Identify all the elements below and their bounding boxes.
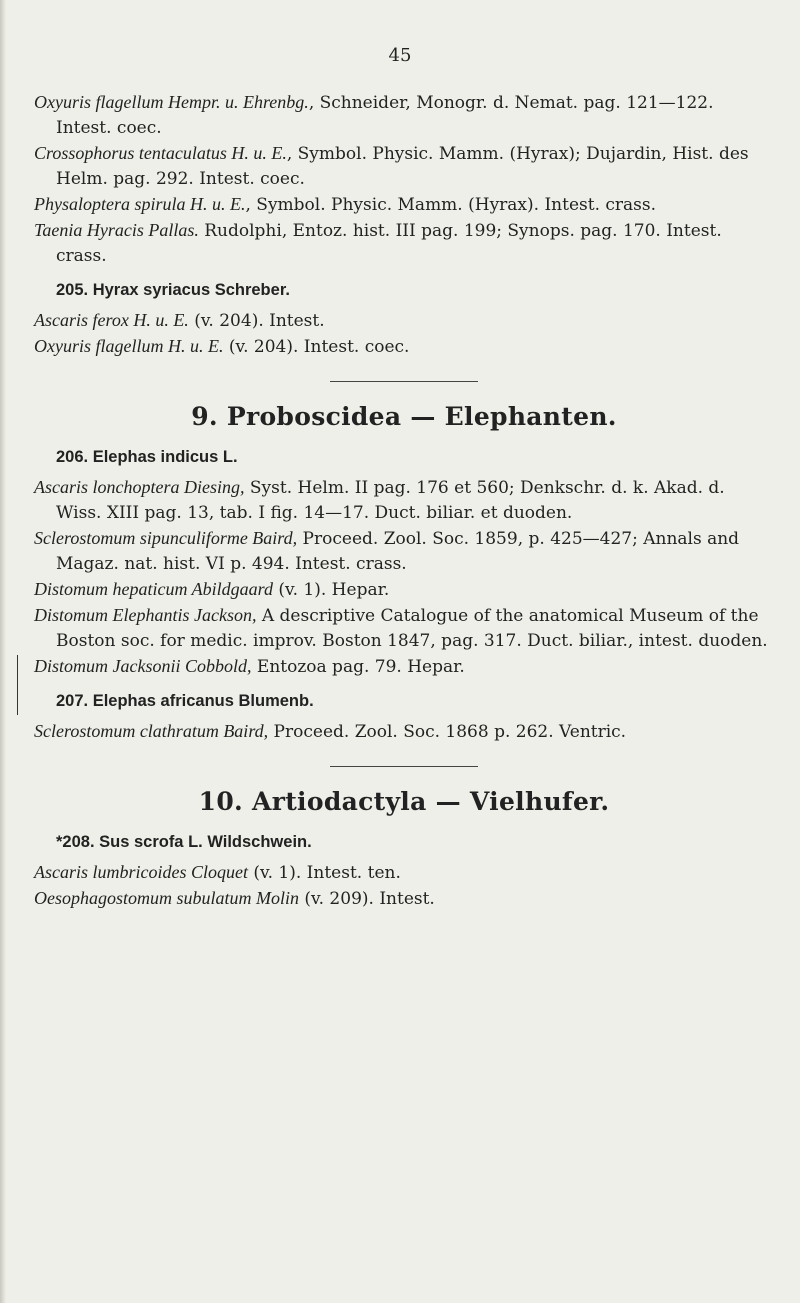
species-name: Taenia Hyracis Pallas. (34, 220, 199, 240)
species-name: Distomum Elephantis Jackson, (34, 605, 257, 625)
host-heading: 205. Hyrax syriacus Schreber. (56, 281, 290, 299)
species-name: Sclerostomum sipunculiforme Baird, (34, 528, 298, 548)
species-name: Oxyuris flagellum H. u. E. (34, 336, 224, 356)
reference-text: (v. 209). Intest. (299, 889, 435, 909)
parasite-entry (34, 334, 774, 360)
parasite-entry (34, 603, 774, 654)
species-name: Distomum Jacksonii Cobbold, (34, 656, 252, 676)
species-name: Physaloptera spirula H. u. E. (34, 194, 246, 214)
species-name: Ascaris lonchoptera Diesing, (34, 477, 245, 497)
host-heading: 206. Elephas indicus L. (56, 448, 238, 466)
section-heading: 9. Proboscidea — Elephanten. (191, 402, 617, 431)
host-heading: *208. Sus scrofa L. Wildschwein. (56, 833, 312, 851)
parasite-entry (34, 886, 774, 912)
parasite-entry (34, 308, 774, 334)
reference-text: (v. 204). Intest. coec. (223, 337, 410, 357)
reference-text: (v. 1). Intest. ten. (248, 863, 401, 883)
parasite-entry (34, 141, 774, 192)
species-name: Crossophorus tentaculatus H. u. E. (34, 143, 287, 163)
species-name: Oxyuris flagellum Hempr. u. Ehrenbg. (34, 92, 309, 112)
reference-text: Rudolphi, Entoz. hist. III pag. 199; Synops. pag. 170. Intest. crass. (56, 221, 722, 266)
species-name: Ascaris ferox H. u. E. (34, 310, 189, 330)
parasite-entry (34, 860, 774, 886)
page-text (34, 90, 774, 912)
host-heading: 207. Elephas africanus Blumenb. (56, 692, 314, 710)
reference-text: , Symbol. Physic. Mamm. (Hyrax). Intest. crass. (245, 195, 657, 215)
species-name: Distomum hepaticum Abildgaard (34, 579, 273, 599)
section-divider (330, 381, 478, 382)
parasite-entry (34, 192, 774, 218)
reference-text: Proceed. Zool. Soc. 1868 p. 262. Ventric. (268, 722, 627, 742)
reference-text: (v. 1). Hepar. (273, 580, 390, 600)
reference-text: Proceed. Zool. Soc. 1859, p. 425—427; Annals and Magaz. nat. hist. VI p. 494. Intest. crass. (56, 529, 740, 574)
reference-text: (v. 204). Intest. (188, 311, 325, 331)
parasite-entry (34, 218, 774, 269)
margin-mark (17, 655, 18, 715)
section-divider (330, 766, 478, 767)
species-name: Oesophagostomum subulatum Molin (34, 888, 299, 908)
parasite-entry (34, 90, 774, 141)
species-name: Sclerostomum clathratum Baird, (34, 721, 269, 741)
species-name: Ascaris lumbricoides Cloquet (34, 862, 248, 882)
section-heading: 10. Artiodactyla — Vielhufer. (198, 787, 610, 816)
parasite-entry (34, 526, 774, 577)
parasite-entry (34, 577, 774, 603)
reference-text: , Symbol. Physic. Mamm. (Hyrax); Dujardin, Hist. des Helm. pag. 292. Intest. coec. (56, 144, 749, 189)
reference-text: , Schneider, Monogr. d. Nemat. pag. 121—122. Intest. coec. (56, 93, 714, 138)
parasite-entry (34, 719, 774, 745)
parasite-entry (34, 654, 774, 680)
parasite-entry (34, 475, 774, 526)
reference-text: A descriptive Catalogue of the anatomical Museum of the Boston soc. for medic. improv. Boston 1847, pag. 317. Duct. biliar., intest. duoden. (56, 606, 768, 651)
scan-edge-shadow (0, 0, 6, 1303)
page-number: 45 (388, 45, 412, 66)
reference-text: Entozoa pag. 79. Hepar. (251, 657, 465, 677)
reference-text: Syst. Helm. II pag. 176 et 560; Denkschr. d. k. Akad. d. Wiss. XIII pag. 13, tab. I fig. 14—17. Duct. biliar. et duoden. (56, 478, 725, 523)
